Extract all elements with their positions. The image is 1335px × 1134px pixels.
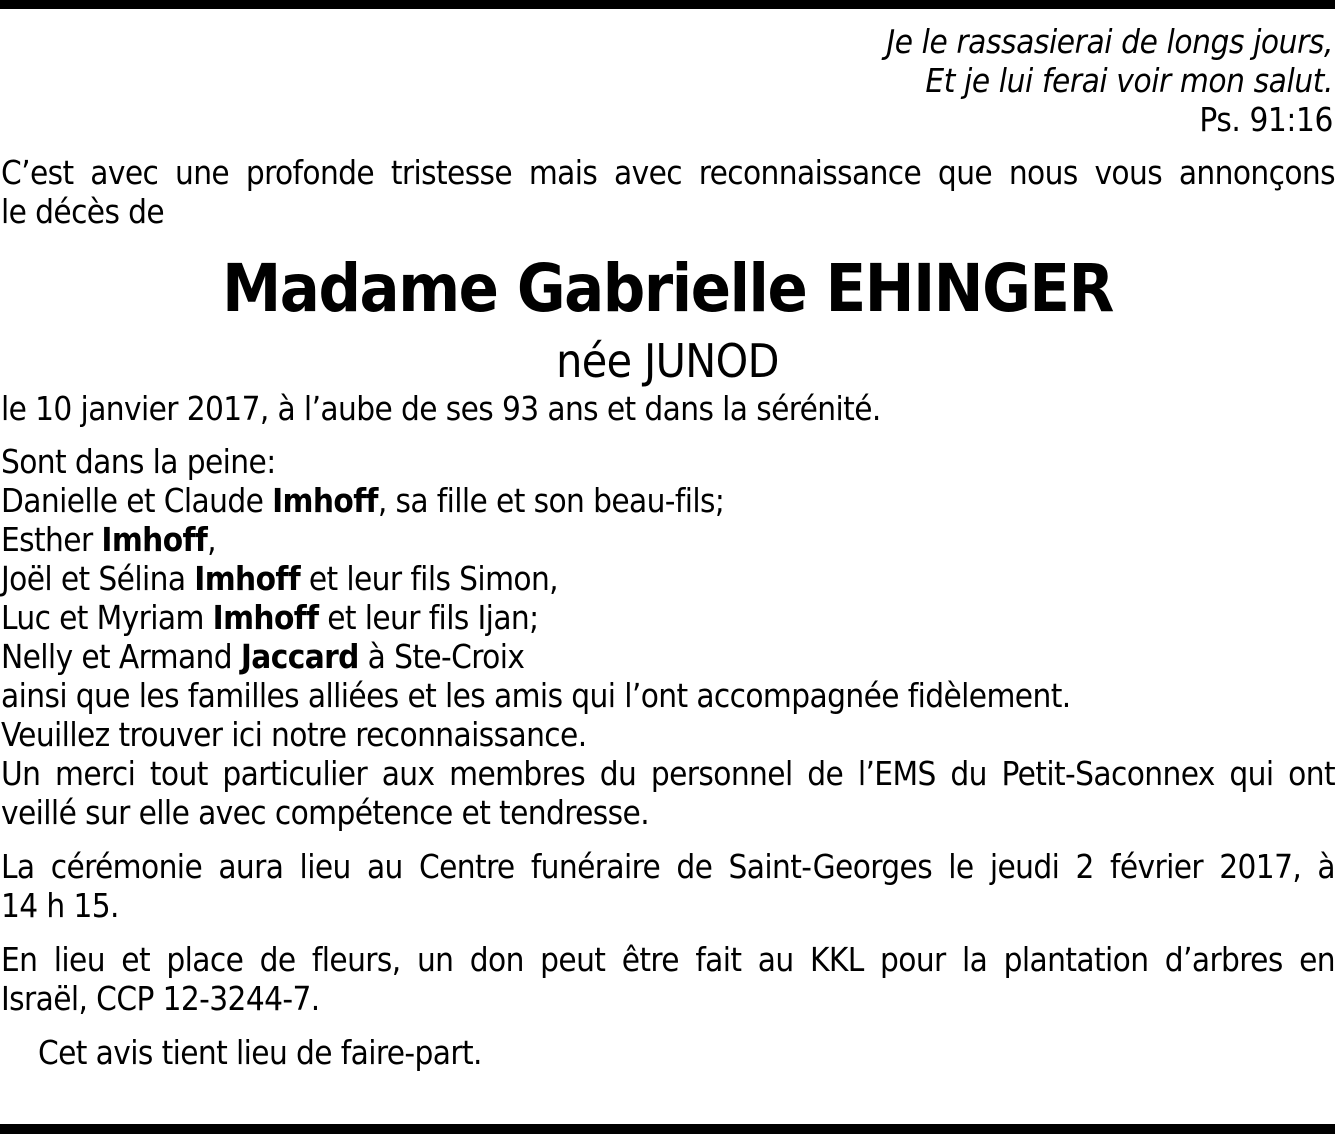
mourner-entry bbox=[1, 520, 1335, 559]
deceased-name: Madame Gabrielle EHINGER bbox=[222, 250, 1113, 327]
psalm-epigraph bbox=[0, 22, 1335, 139]
maiden-name: née JUNOD bbox=[556, 334, 779, 388]
obituary-notice bbox=[0, 22, 1335, 1072]
mourner-given-names: Luc et Myriam bbox=[1, 598, 213, 637]
donation-line-1: En lieu et place de fleurs, un don peut être fait au KKL pour la plantation d’arbres en bbox=[1, 940, 1335, 979]
mourner-surname: Imhoff bbox=[194, 559, 300, 598]
special-thanks-line-1: Un merci tout particulier aux membres du personnel de l’EMS du Petit-Saconnex qui ont bbox=[1, 754, 1335, 793]
mourner-relation: à Ste-Croix bbox=[358, 637, 525, 676]
mourners-section bbox=[0, 442, 1335, 832]
mourner-given-names: Joël et Sélina bbox=[1, 559, 195, 598]
mourner-given-names: Nelly et Armand bbox=[1, 637, 241, 676]
faire-part-notice: Cet avis tient lieu de faire-part. bbox=[38, 1033, 482, 1072]
bottom-border-rule bbox=[0, 1124, 1335, 1134]
ceremony-line-1: La cérémonie aura lieu au Centre funéraire de Saint-Georges le jeudi 2 février 2017, à bbox=[1, 847, 1335, 886]
intro-line-1: C’est avec une profonde tristesse mais avec reconnaissance que nous vous annonçons bbox=[1, 153, 1335, 192]
mourner-given-names: Danielle et Claude bbox=[1, 481, 273, 520]
mourner-relation: , bbox=[207, 520, 216, 559]
mourner-entry bbox=[1, 481, 1335, 520]
death-details: le 10 janvier 2017, à l’aube de ses 93 ans et dans la sérénité. bbox=[1, 389, 881, 428]
top-border-rule bbox=[0, 0, 1335, 9]
special-thanks-line-2: veillé sur elle avec compétence et tendresse. bbox=[1, 793, 650, 832]
thanks-line: Veuillez trouver ici notre reconnaissance. bbox=[1, 715, 587, 754]
mourner-entry bbox=[1, 559, 1335, 598]
intro-paragraph bbox=[0, 153, 1335, 231]
epigraph-reference: Ps. 91:16 bbox=[1199, 100, 1333, 139]
ceremony-line-2: 14 h 15. bbox=[1, 886, 119, 925]
donation-line-2: Israël, CCP 12-3244-7. bbox=[1, 979, 320, 1018]
mourner-relation: et leur fils Ijan; bbox=[318, 598, 539, 637]
mourner-surname: Imhoff bbox=[101, 520, 208, 559]
donation-paragraph bbox=[0, 940, 1335, 1018]
mourner-given-names: Esther bbox=[1, 520, 102, 559]
families-and-friends-line: ainsi que les familles alliées et les amis qui l’ont accompagnée fidèlement. bbox=[1, 676, 1071, 715]
mourner-surname: Imhoff bbox=[272, 481, 378, 520]
mourner-relation: , sa fille et son beau-fils; bbox=[377, 481, 725, 520]
mourner-entry bbox=[1, 637, 1335, 676]
mourner-entry bbox=[1, 598, 1335, 637]
mourner-surname: Imhoff bbox=[212, 598, 319, 637]
epigraph-line-2: Et je lui ferai voir mon salut. bbox=[925, 61, 1333, 100]
mourners-heading: Sont dans la peine: bbox=[1, 442, 276, 481]
epigraph-line-1: Je le rassasierai de longs jours, bbox=[886, 22, 1333, 61]
ceremony-paragraph bbox=[0, 847, 1335, 925]
intro-line-2: le décès de bbox=[1, 192, 165, 231]
mourner-relation: et leur fils Simon, bbox=[300, 559, 558, 598]
mourner-surname: Jaccard bbox=[240, 637, 359, 676]
